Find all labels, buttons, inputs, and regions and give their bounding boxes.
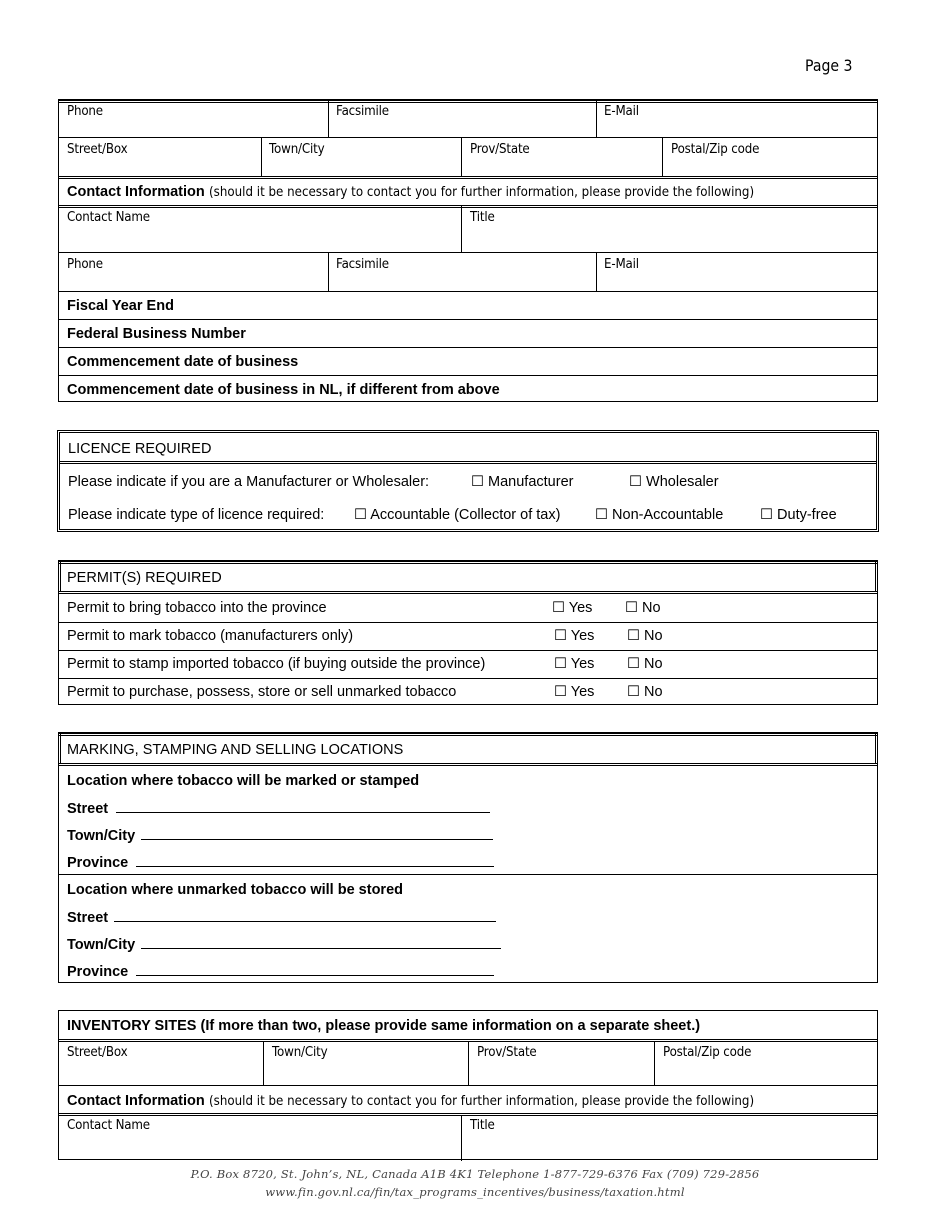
permit-purchase-no-checkbox[interactable]: ☐ <box>627 684 640 700</box>
prov-state-label: Prov/State <box>470 141 530 157</box>
yes-label: Yes <box>570 656 595 672</box>
facsimile-label: Facsimile <box>336 103 389 119</box>
permit-bring-no[interactable] <box>625 600 661 616</box>
no-label: No <box>642 600 661 616</box>
inventory-header-text: INVENTORY SITES (If more than two, please provide same information on a separate sheet.) <box>67 1018 701 1034</box>
footer-address: P.O. Box 8720, St. John’s, NL, Canada A1B 4K1 Telephone 1-877-729-6376 Fax (709) 729-2856 <box>190 1167 760 1181</box>
town-city-label: Town/City <box>269 141 325 157</box>
non-accountable-checkbox[interactable]: ☐ <box>595 507 608 523</box>
duty-free-option-label: Duty-free <box>777 507 837 523</box>
province-label: Province <box>67 855 129 871</box>
unmarked-street-field[interactable] <box>114 909 496 922</box>
street-box-label: Street/Box <box>67 141 128 157</box>
permit-purchase-no[interactable] <box>627 684 663 700</box>
permit-mark-no-checkbox[interactable]: ☐ <box>627 628 640 644</box>
permit-stamp-yes-checkbox[interactable]: ☐ <box>554 656 567 672</box>
permit-bring-yes-checkbox[interactable]: ☐ <box>552 600 565 616</box>
accountable-checkbox[interactable]: ☐ <box>354 507 367 523</box>
licence-section <box>57 430 879 532</box>
unmarked-province-field[interactable] <box>136 963 494 976</box>
duty-free-checkbox[interactable]: ☐ <box>760 507 773 523</box>
town-city-label: Town/City <box>67 828 136 844</box>
commencement-date-nl-label: Commencement date of business in NL, if different from above <box>67 382 500 398</box>
marked-location-heading: Location where tobacco will be marked or stamped <box>67 773 420 789</box>
phone-label-2: Phone <box>67 256 103 272</box>
inventory-title-label: Title <box>470 1117 495 1133</box>
locations-header: MARKING, STAMPING AND SELLING LOCATIONS <box>67 742 404 758</box>
non-accountable-option-label: Non-Accountable <box>612 507 724 523</box>
page-number: Page 3 <box>805 56 853 75</box>
marked-town-row <box>67 827 493 844</box>
permits-header: PERMIT(S) REQUIRED <box>67 570 222 586</box>
email-label-2: E-Mail <box>604 256 639 272</box>
yes-label: Yes <box>570 628 595 644</box>
inventory-town-city-label: Town/City <box>272 1044 328 1060</box>
email-label: E-Mail <box>604 103 639 119</box>
marked-street-row <box>67 800 490 817</box>
inventory-contact-information-note: (should it be necessary to contact you for further information, please provide the following) <box>208 1093 754 1109</box>
no-label: No <box>644 656 663 672</box>
permit-purchase-tobacco-label: Permit to purchase, possess, store or sell unmarked tobacco <box>67 684 457 700</box>
permit-stamp-no-checkbox[interactable]: ☐ <box>627 656 640 672</box>
licence-type-question: Please indicate type of licence required: <box>68 507 325 523</box>
fiscal-year-end-label: Fiscal Year End <box>67 298 174 314</box>
federal-business-number-label: Federal Business Number <box>67 326 246 342</box>
non-accountable-option[interactable] <box>595 507 723 523</box>
permit-mark-tobacco-label: Permit to mark tobacco (manufacturers only) <box>67 628 354 644</box>
unmarked-town-field[interactable] <box>141 936 501 949</box>
unmarked-location-heading: Location where unmarked tobacco will be stored <box>67 882 403 898</box>
inventory-section <box>58 1010 878 1160</box>
contact-information-label: Contact Information <box>67 184 205 200</box>
no-label: No <box>644 628 663 644</box>
inventory-contact-name-label: Contact Name <box>67 1117 150 1133</box>
permit-mark-yes-checkbox[interactable]: ☐ <box>554 628 567 644</box>
permit-stamp-no[interactable] <box>627 656 663 672</box>
unmarked-street-row <box>67 909 496 926</box>
inventory-postal-zip-label: Postal/Zip code <box>663 1044 752 1060</box>
marked-province-row <box>67 854 494 871</box>
permits-section <box>58 560 878 705</box>
permit-purchase-yes[interactable] <box>554 684 594 700</box>
inventory-contact-information-row <box>67 1093 828 1109</box>
phone-label: Phone <box>67 103 103 119</box>
contact-information-note: (should it be necessary to contact you for further information, please provide the following) <box>208 184 754 200</box>
no-label: No <box>644 684 663 700</box>
marked-street-field[interactable] <box>116 800 490 813</box>
yes-label: Yes <box>568 600 593 616</box>
postal-zip-label: Postal/Zip code <box>671 141 760 157</box>
province-label: Province <box>67 964 129 980</box>
yes-label: Yes <box>570 684 595 700</box>
permit-mark-yes[interactable] <box>554 628 594 644</box>
manufacturer-option-label: Manufacturer <box>488 474 574 490</box>
accountable-option-label: Accountable (Collector of tax) <box>370 507 561 523</box>
marked-town-field[interactable] <box>141 827 493 840</box>
wholesaler-checkbox[interactable]: ☐ <box>629 474 642 490</box>
wholesaler-option[interactable] <box>629 474 719 490</box>
manufacturer-wholesaler-question: Please indicate if you are a Manufacturer or Wholesaler: <box>68 474 430 490</box>
accountable-option[interactable] <box>354 507 560 523</box>
permit-purchase-yes-checkbox[interactable]: ☐ <box>554 684 567 700</box>
contact-information-row <box>67 184 828 200</box>
street-label: Street <box>67 801 109 817</box>
facsimile-label-2: Facsimile <box>336 256 389 272</box>
permit-bring-yes[interactable] <box>552 600 592 616</box>
inventory-contact-information-label: Contact Information <box>67 1093 205 1109</box>
footer-website[interactable]: www.fin.gov.nl.ca/fin/tax_programs_incentives/business/taxation.html <box>265 1185 685 1199</box>
contact-name-label: Contact Name <box>67 209 150 225</box>
unmarked-town-row <box>67 936 501 953</box>
permit-mark-no[interactable] <box>627 628 663 644</box>
top-contact-block <box>58 99 878 402</box>
unmarked-province-row <box>67 963 494 980</box>
licence-header: LICENCE REQUIRED <box>68 441 212 457</box>
manufacturer-option[interactable] <box>471 474 573 490</box>
inventory-header <box>67 1018 700 1034</box>
wholesaler-option-label: Wholesaler <box>646 474 719 490</box>
commencement-date-label: Commencement date of business <box>67 354 299 370</box>
permit-bring-no-checkbox[interactable]: ☐ <box>625 600 638 616</box>
title-label: Title <box>470 209 495 225</box>
manufacturer-checkbox[interactable]: ☐ <box>471 474 484 490</box>
permit-stamp-yes[interactable] <box>554 656 594 672</box>
inventory-prov-state-label: Prov/State <box>477 1044 537 1060</box>
town-city-label: Town/City <box>67 937 136 953</box>
permit-stamp-tobacco-label: Permit to stamp imported tobacco (if buying outside the province) <box>67 656 486 672</box>
street-label: Street <box>67 910 109 926</box>
duty-free-option[interactable] <box>760 507 837 523</box>
marked-province-field[interactable] <box>136 854 494 867</box>
locations-section <box>58 732 878 983</box>
permit-bring-tobacco-label: Permit to bring tobacco into the province <box>67 600 327 616</box>
inventory-street-box-label: Street/Box <box>67 1044 128 1060</box>
